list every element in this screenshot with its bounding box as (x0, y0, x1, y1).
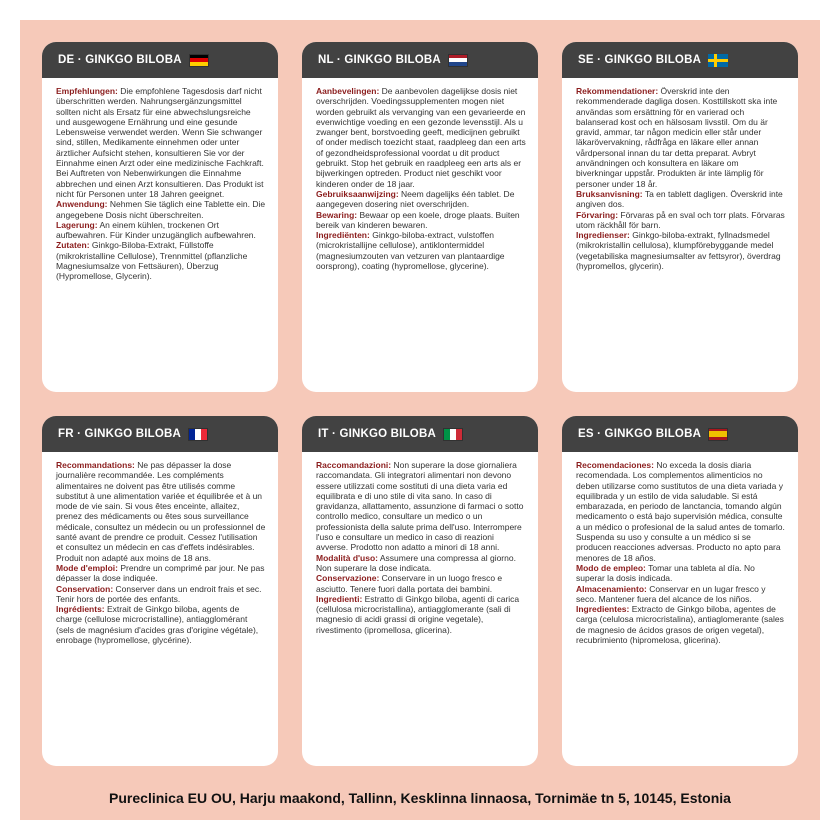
section-recommendations: Recomendaciones: No exceda la dosis diaria recomendada. Los complementos alimenticios no deben utilizarse como sustitutos de una dieta variada y equilibrada y un estilo de vida saludable. Si está embarazada, en periodo de lanctancia, tomando algún medicamento o está bajo supervisión médica, consulte a un médico o profesional de la salud antes de tomarlo. Suspenda su uso y consulte a un médico si se producen reacciones adversas. Producto no apto para menores de 18 años. (576, 460, 785, 563)
card-body (302, 78, 538, 279)
card-header (562, 416, 798, 452)
section-ingredients: Ingredienser: Ginkgo-biloba-extrakt, fyllnadsmedel (mikrokristallin cellulosa), klumpförebyggande medel (vegetabiliska magnesiumsalter av fettsyror), överdrag (hypromellos, glycerin). (576, 230, 781, 272)
company-address-footer: Pureclinica EU OU, Harju maakond, Tallinn, Kesklinna linnaosa, Tornimäe tn 5, 10145, Estonia (109, 790, 731, 806)
section-storage: Almacenamiento: Conservar en un lugar fresco y seco. Mantener fuera del alcance de los niños. (576, 583, 766, 604)
section-usage: Anwendung: Nehmen Sie täglich eine Tablette ein. Die angegebene Dosis nicht überschreiten. (56, 199, 266, 220)
section-recommendations: Empfehlungen: Die empfohlene Tagesdosis darf nicht überschritten werden. Nahrungsergänzungsmittel sollten nicht als Ersatz für eine abwechslungsreiche und ausgewogene Ernährung und eine gesunde Lebensweise verwendet werden. Wenn Sie schwanger sind, stillen, Medikamente einnehmen oder unter ärztlicher Aufsicht stehen, konsultieren Sie vor der Einnahme einen Arzt oder eine medizinische Fachkraft. Bei Auftreten von Nebenwirkungen die Einnahme abbrechen und einen Arzt konsultieren. Das Produkt ist nicht für Personen unter 18 Jahren geeignet. (56, 86, 264, 199)
card-body (42, 452, 278, 653)
sweden-flag-icon (708, 54, 728, 67)
card-it (302, 416, 538, 766)
section-usage: Mode d'emploi: Prendre un comprimé par jour. Ne pas dépasser la dose indiquée. (56, 562, 265, 584)
germany-flag-icon (189, 54, 209, 67)
card-se (562, 42, 798, 392)
card-body (302, 452, 538, 643)
card-header (302, 416, 538, 452)
italy-flag-icon (443, 428, 463, 441)
card-body (562, 452, 798, 653)
section-storage: Förvaring: Förvaras på en sval och torr plats. Förvaras utom räckhåll för barn. (576, 209, 785, 230)
card-title: FR · GINKGO BILOBA (58, 428, 182, 440)
card-de (42, 42, 278, 392)
section-storage: Bewaring: Bewaar op een koele, droge plaats. Buiten bereik van kinderen bewaren. (316, 209, 520, 230)
label-sheet (20, 20, 820, 820)
spain-flag-icon (708, 428, 728, 441)
card-header (42, 416, 278, 452)
section-usage: Bruksanvisning: Ta en tablett dagligen. Överskrid inte angiven dos. (576, 188, 783, 210)
card-title: IT · GINKGO BILOBA (318, 428, 436, 440)
section-usage: Modo de empleo: Tomar una tableta al día. No superar la dosis indicada. (576, 562, 755, 584)
card-header (562, 42, 798, 78)
section-usage: Modalità d'uso: Assumere una compressa al giorno. Non superare la dose indicata. (316, 552, 516, 573)
card-es (562, 416, 798, 766)
section-recommendations: Raccomandazioni: Non superare la dose giornaliera raccomandata. Gli integratori alimentari non devono essere utilizzati come sostituti di una dieta varia ed equilibrata e di uno stile di vita sano. In caso di gravidanza, allattamento, assunzione di farmaci o sotto controllo medico, consultare un medico o un professionista della salute prima dell'uso. Interrompere l'uso e consultare un medico in caso di reazioni avverse. Prodotto non adatto a minori di 18 anni. (316, 460, 524, 553)
card-body (42, 78, 278, 290)
section-storage: Conservazione: Conservare in un luogo fresco e asciutto. Tenere fuori dalla portata dei bambini. (316, 573, 503, 594)
card-header (42, 42, 278, 78)
cards-grid (42, 42, 798, 766)
card-header (302, 42, 538, 78)
section-recommendations: Recommandations: Ne pas dépasser la dose journalière recommandée. Les compléments alimentaires ne doivent pas être utilisés comme substitut à une alimentation variée et équilibrée et à un mode de vie sain. Si vous êtes enceinte, allaitez, prenez des médicaments ou êtes sous surveillance médicale, consultez un médecin ou un professionnel de santé avant de prendre ce produit. Cessez l'utilisation et consultez un médecin en cas d'effets indésirables. Produit non adapté aux moins de 18 ans. (56, 460, 266, 563)
section-storage: Conservation: Conserver dans un endroit frais et sec. Tenir hors de portée des enfants. (56, 583, 262, 604)
section-ingredients: Zutaten: Ginkgo-Biloba-Extrakt, Füllstoffe (mikrokristalline Cellulose), Trennmittel (pflanzliche Magnesiumsalze von Fettsäuren), Überzug (Hypromellose, Glycerin). (56, 240, 248, 282)
card-fr (42, 416, 278, 766)
section-recommendations: Aanbevelingen: De aanbevolen dagelijkse dosis niet overschrijden. Voedingssupplementen mogen niet worden gebruikt als vervanging van een gevarieerde en evenwichtige voeding en een gezonde levensstijl. Als u zwanger bent, borstvoeding geeft, medicijnen gebruikt of onder medisch toezicht staat, raadpleeg dan een arts of gezondheidsprofessional voordat u dit product gebruikt. Stop het gebruik en raadpleeg een arts als er bijwerkingen optreden. Product niet geschikt voor kinderen onder de 18 jaar. (316, 86, 526, 189)
section-storage: Lagerung: An einem kühlen, trockenen Ort aufbewahren. Für Kinder unzugänglich aufbewahren. (56, 219, 256, 241)
card-title: DE · GINKGO BILOBA (58, 54, 182, 66)
france-flag-icon (188, 428, 208, 441)
netherlands-flag-icon (448, 54, 468, 67)
card-title: NL · GINKGO BILOBA (318, 54, 441, 66)
card-title: SE · GINKGO BILOBA (578, 54, 702, 66)
section-ingredients: Ingredienti: Estratto di Ginkgo biloba, agenti di carica (cellulosa microcristallina), antiagglomerante (sali di magnesio di acidi grassi di origine vegetale), rivestimento (ipromellosa, glicerina). (316, 593, 520, 635)
card-body (562, 78, 798, 279)
section-ingredients: Ingrédients: Extrait de Ginkgo biloba, agents de charge (cellulose microcristalline), antiagglomérant (sels de magnésium d'acides gras d'origine végétale), enrobage (hypromellose, glycérine). (56, 604, 259, 646)
card-nl (302, 42, 538, 392)
section-ingredients: Ingredientes: Extracto de Ginkgo biloba, agentes de carga (celulosa microcristalina), antiaglomerante (sales de magnesio de ácidos grasos de origen vegetal), recubrimiento (hipromelosa, glicerina). (576, 604, 784, 646)
section-recommendations: Rekommendationer: Överskrid inte den rekommenderade dagliga dosen. Kosttillskott ska inte användas som ersättning för en varierad och balanserad kost och en hälsosam livsstil. Om du är gravid, ammar, tar någon medicin eller står under läkarövervakning, rådfråga en läkare eller annan vårdpersonal innan du tar detta preparat. Avbryt användningen och konsultera en läkare om biverkningar uppstår. Produkten är inte lämplig för personer under 18 år. (576, 86, 778, 189)
section-usage: Gebruiksaanwijzing: Neem dagelijks één tablet. De aangegeven dosering niet overschrijden. (316, 188, 515, 210)
card-title: ES · GINKGO BILOBA (578, 428, 702, 440)
section-ingredients: Ingrediënten: Ginkgo-biloba-extract, vulstoffen (microkristallijne cellulose), antiklontermiddel (magnesiumzouten van vetzuren van plantaardige oorsprong), coating (hypromellose, glycerine). (316, 230, 505, 272)
